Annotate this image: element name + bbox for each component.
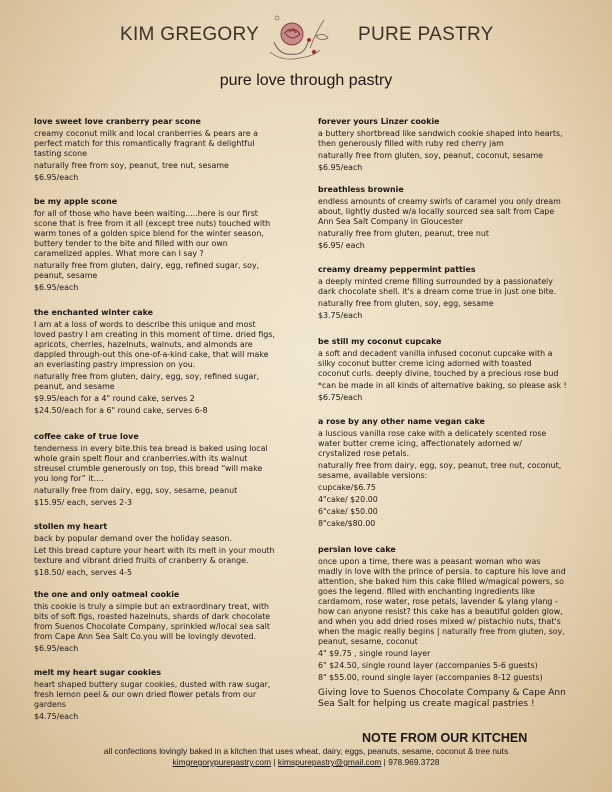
menu-item-line: warm tones of a golden spice blend for the winter season, bbox=[34, 229, 264, 238]
menu-item-paragraph bbox=[318, 311, 556, 321]
menu-item-line: *can be made in all kinds of alternative baking, so please ask ! bbox=[318, 381, 567, 390]
menu-item-line: $9.95/each for a 4" round cake, serves 2 bbox=[34, 394, 195, 403]
menu-item-paragraph bbox=[318, 197, 561, 227]
thanks-line: Giving love to Suenos Chocolate Company & Cape Ann bbox=[318, 688, 566, 698]
menu-item-title: breathless brownie bbox=[318, 185, 404, 194]
website-link[interactable]: kimgregorypurepastry.com bbox=[172, 757, 272, 767]
menu-item-line: $15.95/ each, serves 2-3 bbox=[34, 498, 133, 507]
menu-item-paragraph bbox=[34, 161, 258, 171]
menu-item-paragraph bbox=[318, 661, 566, 671]
menu-item-line: Let this bread capture your heart with its melt in your mouth bbox=[34, 546, 275, 555]
menu-item-paragraph bbox=[318, 483, 561, 493]
menu-item-line: cardamom, rose water, rose petals, lavender & ylang ylang - bbox=[318, 597, 558, 606]
menu-item-title: the enchanted winter cake bbox=[34, 308, 153, 317]
menu-item-line: for all of those who have been waiting.....here is our first bbox=[34, 209, 258, 218]
menu-item-paragraph bbox=[318, 507, 561, 517]
menu-item-line: dappled through-out this one-of-a-kind cake, that will make bbox=[34, 350, 269, 359]
menu-item-line: buttery tender to the bite and filled with our own bbox=[34, 239, 228, 248]
menu-item-line: tasting scone bbox=[34, 149, 87, 158]
menu-item-line: loved pastry I am creating in this moment of time. dried figs, bbox=[34, 330, 275, 339]
menu-item-paragraph bbox=[318, 393, 567, 403]
menu-item-line: $6.95/each bbox=[318, 163, 363, 172]
menu-item-paragraph bbox=[34, 680, 270, 710]
menu-item-paragraph bbox=[34, 498, 268, 508]
menu-item-line: $6.95/each bbox=[34, 173, 79, 182]
menu-item-line: 4" $9.75 , single round layer bbox=[318, 649, 431, 658]
phone-number: 978.969.3728 bbox=[388, 757, 440, 767]
menu-item-line: then generously filled with ruby red cherry jam bbox=[318, 139, 504, 148]
menu-item-paragraph bbox=[34, 283, 270, 293]
email-link[interactable]: kimspurepastry@gmail.com bbox=[277, 757, 382, 767]
menu-item-line: streusel crumble generously on top, this bread “will make bbox=[34, 464, 263, 473]
menu-item bbox=[34, 432, 268, 510]
menu-item-title: coffee cake of true love bbox=[34, 432, 139, 441]
menu-item-paragraph bbox=[34, 320, 275, 370]
menu-item-line: attention, she baked him this cake filled w/magical powers, so bbox=[318, 577, 564, 586]
menu-item-paragraph bbox=[318, 163, 563, 173]
brand-name-left: KIM GREGORY bbox=[120, 24, 260, 45]
menu-item-line: texture and vibrant dried fruits of cranberry & orange. bbox=[34, 556, 249, 565]
menu-item-paragraph bbox=[34, 712, 270, 722]
menu-item bbox=[34, 522, 274, 580]
menu-item bbox=[318, 417, 561, 531]
menu-item-line: a deeply minted creme filling surrounded by a passionately bbox=[318, 277, 553, 286]
menu-item-line: 6"cake/ $50.00 bbox=[318, 507, 378, 516]
menu-item-line: water butter creme icing, affectionately adorned w/ bbox=[318, 439, 522, 448]
allergen-note: all confections lovingly baked in a kitchen that uses wheat, dairy, eggs, peanuts, sesame, coconut & tree nuts bbox=[103, 746, 509, 756]
menu-item-paragraph bbox=[318, 129, 563, 149]
menu-item-title: stollen my heart bbox=[34, 522, 108, 531]
menu-item-paragraph bbox=[34, 173, 258, 183]
menu-item-title: forever yours Linzer cookie bbox=[318, 117, 440, 126]
menu-item-line: about, lightly dusted w/a locally sourced sea salt from Cape bbox=[318, 207, 555, 216]
menu-item-title: melt my heart sugar cookies bbox=[34, 668, 162, 677]
menu-item-paragraph bbox=[318, 649, 566, 659]
menu-item-paragraph bbox=[34, 568, 274, 578]
menu-item-line: $6.95/each bbox=[34, 283, 79, 292]
menu-item-paragraph bbox=[318, 349, 567, 379]
menu-item-line: 8"cake/$80.00 bbox=[318, 519, 376, 528]
menu-item-line: naturally free from gluten, soy, egg, sesame bbox=[318, 299, 494, 308]
menu-item-line: 8" $55.00, round single layer (accompanies 8-12 guests) bbox=[318, 673, 543, 682]
menu-item-line: this cookie is truly a simple but an extraordinary treat, with bbox=[34, 602, 270, 611]
menu-item-line: you long for” it.... bbox=[34, 474, 104, 483]
menu-item-line: apricots, cherries, hazelnuts, walnuts, and almonds are bbox=[34, 340, 253, 349]
menu-item-line: 4"cake/ $20.00 bbox=[318, 495, 378, 504]
menu-item-paragraph bbox=[318, 229, 561, 239]
menu-item-line: a soft and decadent vanilla infused coconut cupcake with a bbox=[318, 349, 553, 358]
menu-item-paragraph bbox=[34, 602, 270, 642]
menu-item-line: endless amounts of creamy swirls of caramel you only dream bbox=[318, 197, 561, 206]
menu-item-paragraph bbox=[318, 277, 556, 297]
menu-item-paragraph bbox=[34, 644, 270, 654]
menu-item-paragraph bbox=[318, 673, 566, 683]
menu-item-paragraph bbox=[34, 546, 274, 566]
menu-item bbox=[318, 117, 563, 175]
menu-item-title: creamy dreamy peppermint patties bbox=[318, 265, 476, 274]
menu-item-line: naturally free from gluten, dairy, egg, soy, refined sugar, bbox=[34, 372, 260, 381]
menu-item-line: $6.95/ each bbox=[318, 241, 365, 250]
menu-item-title: a rose by any other name vegan cake bbox=[318, 417, 485, 426]
menu-item-line: naturally free from soy, peanut, tree nut, sesame bbox=[34, 161, 229, 170]
menu-item-paragraph bbox=[318, 429, 561, 459]
menu-item-paragraph bbox=[34, 534, 274, 544]
menu-item-title: be my apple scone bbox=[34, 197, 118, 206]
menu-item-title: persian love cake bbox=[318, 545, 396, 554]
menu-item-paragraph bbox=[34, 129, 258, 159]
menu-item-line: a luscious vanilla rose cake with a delicately scented rose bbox=[318, 429, 547, 438]
menu-item-line: naturally free from gluten, peanut, tree nut bbox=[318, 229, 489, 238]
menu-item-line: perfect match for this romantically fragrant & delightful bbox=[34, 139, 255, 148]
menu-item bbox=[34, 590, 270, 656]
menu-item bbox=[34, 117, 258, 185]
menu-item-line: dark chocolate shell. it's a dream come true in just one bite. bbox=[318, 287, 557, 296]
menu-item bbox=[318, 185, 561, 253]
menu-item-line: coconut curls. deeply divine, touched by a precious rose bud bbox=[318, 369, 559, 378]
menu-item-paragraph bbox=[318, 461, 561, 481]
menu-item-paragraph bbox=[34, 486, 268, 496]
menu-item-line: cupcake/$6.75 bbox=[318, 483, 376, 492]
menu-item-line: caramelized apples. What more can I say ? bbox=[34, 249, 204, 258]
menu-item-paragraph bbox=[318, 519, 561, 529]
contact-line bbox=[0, 757, 612, 767]
menu-item-paragraph bbox=[34, 444, 268, 484]
menu-item bbox=[318, 545, 566, 685]
menu-item-paragraph bbox=[34, 406, 275, 416]
menu-item-paragraph bbox=[318, 299, 556, 309]
menu-item-line: $24.50/each for a 6" round cake, serves 6-8 bbox=[34, 406, 208, 415]
menu-item-line: peanut, sesame, coconut bbox=[318, 637, 418, 646]
menu-item-line: $4.75/each bbox=[34, 712, 79, 721]
thanks-note bbox=[318, 688, 566, 710]
menu-item-line: how can anyone resist? this cake has a beautiful golden glow, bbox=[318, 607, 563, 616]
menu-item-line: goes the legend. filled with enchanting ingredients like bbox=[318, 587, 535, 596]
menu-item-line: peanut, sesame bbox=[34, 271, 98, 280]
menu-item-line: bits of soft figs, roasted hazelnuts, shards of dark chocolate bbox=[34, 612, 271, 621]
menu-item bbox=[34, 197, 270, 295]
menu-item bbox=[34, 308, 275, 418]
menu-item-line: $6.95/each bbox=[34, 644, 79, 653]
menu-item-line: peanut, and sesame bbox=[34, 382, 115, 391]
menu-item-line: crystalized rose petals. bbox=[318, 449, 410, 458]
menu-item-line: $18.50/ each, serves 4-5 bbox=[34, 568, 133, 577]
menu-item-line: sesame, available versions: bbox=[318, 471, 428, 480]
menu-item-paragraph bbox=[318, 557, 566, 647]
menu-item-line: gardens bbox=[34, 700, 66, 709]
menu-item-paragraph bbox=[318, 241, 561, 251]
separator: | bbox=[381, 757, 389, 767]
menu-item-paragraph bbox=[34, 209, 270, 259]
menu-item bbox=[318, 265, 556, 323]
menu-item-line: I am at a loss of words to describe this unique and most bbox=[34, 320, 256, 329]
menu-item-title: be still my coconut cupcake bbox=[318, 337, 442, 346]
menu-item-line: madly in love with the prince of persia. to capture his love and bbox=[318, 567, 566, 576]
menu-item-line: and when you add dried roses mixed w/ pistachio nuts, that's bbox=[318, 617, 561, 626]
menu-item-paragraph bbox=[318, 151, 563, 161]
menu-item bbox=[34, 668, 270, 724]
menu-item-line: creamy coconut milk and local cranberries & pears are a bbox=[34, 129, 258, 138]
tagline: pure love through pastry bbox=[219, 72, 393, 89]
menu-item-line: heart shaped buttery sugar cookies, dusted with raw sugar, bbox=[34, 680, 271, 689]
brand-name-right: PURE PASTRY bbox=[358, 24, 494, 45]
menu-item-line: an everlasting pastry impression on you. bbox=[34, 360, 196, 369]
menu-item-line: once upon a time, there was a peasant woman who was bbox=[318, 557, 541, 566]
menu-item-title: the one and only oatmeal cookie bbox=[34, 590, 180, 599]
menu-item-line: naturally free from gluten, dairy, egg, refined sugar, soy, bbox=[34, 261, 260, 270]
menu-item bbox=[318, 337, 567, 405]
menu-item-line: from Cape Ann Sea Salt Co.you will be lovingly devoted. bbox=[34, 632, 257, 641]
menu-item-line: scone that is free from it all (except tree nuts) touched with bbox=[34, 219, 271, 228]
thanks-line: Sea Salt for helping us create magical pastries ! bbox=[318, 699, 535, 709]
menu-item-line: when the magic really begins | naturally free from gluten, soy, bbox=[318, 627, 565, 636]
menu-item-line: silky coconut butter creme icing adorned with toasted bbox=[318, 359, 532, 368]
menu-item-paragraph bbox=[318, 495, 561, 505]
menu-item-line: fresh lemon peel & our own dried flower petals from our bbox=[34, 690, 257, 699]
menu-item-line: back by popular demand over the holiday season. bbox=[34, 534, 233, 543]
rose-cupcake-logo bbox=[262, 12, 342, 64]
menu-item-line: a buttery shortbread like sandwich cookie shaped into hearts, bbox=[318, 129, 563, 138]
menu-item-title: love sweet love cranberry pear scone bbox=[34, 117, 201, 126]
menu-item-line: $3.75/each bbox=[318, 311, 363, 320]
separator: | bbox=[271, 757, 278, 767]
note-title: NOTE FROM OUR KITCHEN bbox=[362, 731, 528, 745]
menu-item-line: naturally free from dairy, egg, soy, peanut, tree nut, coconut, bbox=[318, 461, 562, 470]
menu-item-line: $6.75/each bbox=[318, 393, 363, 402]
menu-item-paragraph bbox=[34, 372, 275, 392]
menu-item-line: naturally free from dairy, egg, soy, sesame, peanut bbox=[34, 486, 238, 495]
menu-item-line: Ann Sea Salt Company in Gloucester bbox=[318, 217, 464, 226]
menu-item-line: from Suenos Chocolate Company, sprinkled w/local sea salt bbox=[34, 622, 270, 631]
menu-item-paragraph bbox=[34, 261, 270, 281]
menu-item-line: whole grain spelt flour and cranberries.with its walnut bbox=[34, 454, 248, 463]
menu-item-paragraph bbox=[318, 381, 567, 391]
menu-item-line: naturally free from gluten, soy, peanut, coconut, sesame bbox=[318, 151, 544, 160]
menu-item-paragraph bbox=[34, 394, 275, 404]
menu-item-line: tenderness in every bite.this tea bread is baked using local bbox=[34, 444, 268, 453]
menu-item-line: 6" $24.50, single round layer (accompanies 5-6 guests) bbox=[318, 661, 538, 670]
